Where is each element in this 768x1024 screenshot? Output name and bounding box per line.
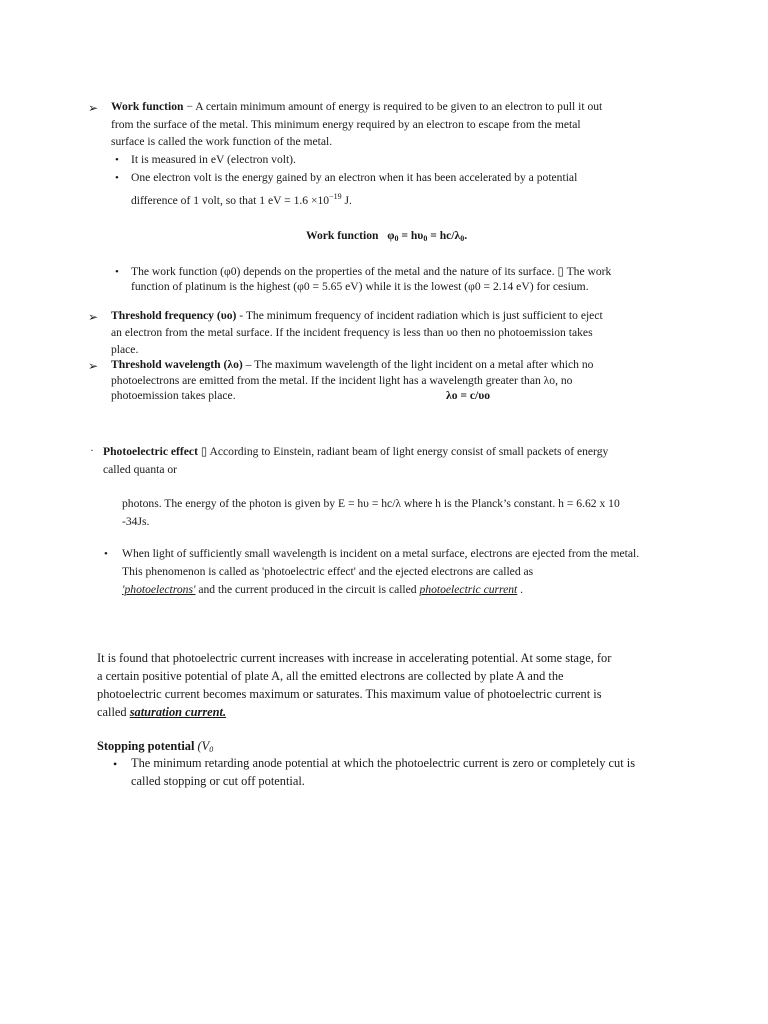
stopping-potential-heading: Stopping potential xyxy=(97,739,195,753)
work-function-line-1 xyxy=(111,99,602,115)
formula-phi: φ xyxy=(387,229,395,242)
stopping-potential-sub: 0 xyxy=(209,745,214,754)
work-function-formula xyxy=(306,228,467,247)
threshold-frequency-heading: Threshold frequency (υo) xyxy=(111,309,237,322)
photoelectric-bullet-line-3 xyxy=(122,582,523,598)
photoelectric-effect-line-4: -34Js. xyxy=(122,515,150,528)
threshold-frequency-line-3: place. xyxy=(111,343,139,356)
ev-definition-prefix: difference of 1 volt, so that 1 eV = 1.6 ×10 xyxy=(131,194,330,207)
work-function-bullet-2-line-1: One electron volt is the energy gained by an electron when it has been accelerated by a potential xyxy=(131,171,578,184)
work-function-dash: − xyxy=(183,100,196,113)
threshold-frequency-line-2: an electron from the metal surface. If the incident frequency is less than υo then no photoemission takes xyxy=(111,326,593,339)
saturation-line-4 xyxy=(97,703,226,721)
saturation-line-1: It is found that photoelectric current increases with increase in accelerating potential. At some stage, for xyxy=(97,651,612,665)
threshold-wavelength-line-1 xyxy=(111,357,593,373)
bullet-icon: • xyxy=(113,757,118,771)
term-photoelectric-current: photoelectric current xyxy=(419,583,518,596)
threshold-wavelength-line-3: photoemission takes place. xyxy=(111,389,236,402)
photoelectric-bullet-line-1: When light of sufficiently small wavelength is incident on a metal surface, electrons are ejected from the metal. xyxy=(122,547,640,560)
photoelectric-effect-text-1: According to Einstein, radiant beam of light energy consist of small packets of energy xyxy=(209,445,609,458)
work-function-bullet-1: It is measured in eV (electron volt). xyxy=(131,153,296,166)
photoelectric-effect-line-1 xyxy=(103,444,608,460)
ev-exponent: −19 xyxy=(329,192,342,201)
section-marker: · xyxy=(90,444,94,457)
bullet-icon: • xyxy=(115,266,119,278)
work-function-bullet-3-line-2: function of platinum is the highest (φ0 = 5.65 eV) while it is the lowest (φ0 = 2.14 eV) for cesium. xyxy=(131,280,589,293)
work-function-bullet-2-line-2 xyxy=(131,189,352,209)
bullet-icon: • xyxy=(104,548,108,560)
work-function-line-2: from the surface of the metal. This minimum energy required by an electron to escape from the metal xyxy=(111,118,581,131)
bullet-icon: • xyxy=(115,154,119,166)
formula-label: Work function xyxy=(306,229,379,242)
saturation-prefix: called xyxy=(97,705,130,719)
arrow-bullet-icon: ➢ xyxy=(88,101,99,115)
term-photoelectrons: 'photoelectrons' xyxy=(122,583,196,596)
work-function-bullet-3-line-1: The work function (φ0) depends on the properties of the metal and the nature of its surface. ▯ The work xyxy=(131,265,612,278)
stopping-potential-bullet-line-2: called stopping or cut off potential. xyxy=(131,774,305,788)
formula-eq-1: = hυ xyxy=(398,229,424,242)
arrow-bullet-icon: ➢ xyxy=(88,359,99,373)
formula-end: . xyxy=(464,229,468,242)
photoelectric-bullet-mid: and the current produced in the circuit is called xyxy=(195,583,420,596)
formula-eq-2: = hc/λ xyxy=(427,229,461,242)
photoelectric-bullet-line-2: This phenomenon is called as 'photoelectric effect' and the ejected electrons are called as xyxy=(122,565,534,578)
threshold-wavelength-text-1: – The maximum wavelength of the light incident on a metal after which no xyxy=(242,358,594,371)
term-saturation-current: saturation current. xyxy=(129,705,227,719)
stopping-potential-bullet-line-1: The minimum retarding anode potential at which the photoelectric current is zero or completely cut is xyxy=(131,756,636,770)
threshold-wavelength-formula: λo = c/υo xyxy=(446,389,491,402)
threshold-frequency-text-1: - The minimum frequency of incident radiation which is just sufficient to eject xyxy=(236,309,603,322)
formula-sub: 0 xyxy=(394,234,399,243)
formula-sub: 0 xyxy=(423,234,428,243)
threshold-frequency-line-1 xyxy=(111,308,603,324)
photoelectric-effect-line-3: photons. The energy of the photon is given by E = hυ = hc/λ where h is the Planck’s constant. h = 6.62 x 10 xyxy=(122,497,620,510)
work-function-text-1: A certain minimum amount of energy is required to be given to an electron to pull it out xyxy=(195,100,603,113)
photoelectric-effect-line-2: called quanta or xyxy=(103,463,178,476)
work-function-heading: Work function xyxy=(111,100,184,113)
missing-glyph-box: ▯ xyxy=(197,445,210,458)
photoelectric-effect-heading: Photoelectric effect xyxy=(103,445,198,458)
stopping-potential-symbol: (V xyxy=(194,739,210,753)
threshold-wavelength-heading: Threshold wavelength (λo) xyxy=(111,358,243,371)
arrow-bullet-icon: ➢ xyxy=(88,310,99,324)
threshold-wavelength-line-2: photoelectrons are emitted from the metal. If the incident light has a wavelength greater than λo, no xyxy=(111,374,573,387)
formula-sub: 0 xyxy=(460,234,465,243)
ev-definition-suffix: J. xyxy=(341,194,352,207)
work-function-line-3: surface is called the work function of the metal. xyxy=(111,135,333,148)
saturation-line-3: photoelectric current becomes maximum or saturates. This maximum value of photoelectric current is xyxy=(97,687,602,701)
photoelectric-bullet-end: . xyxy=(517,583,524,596)
saturation-line-2: a certain positive potential of plate A, all the emitted electrons are collected by plate A and the xyxy=(97,669,564,683)
bullet-icon: • xyxy=(115,172,119,184)
